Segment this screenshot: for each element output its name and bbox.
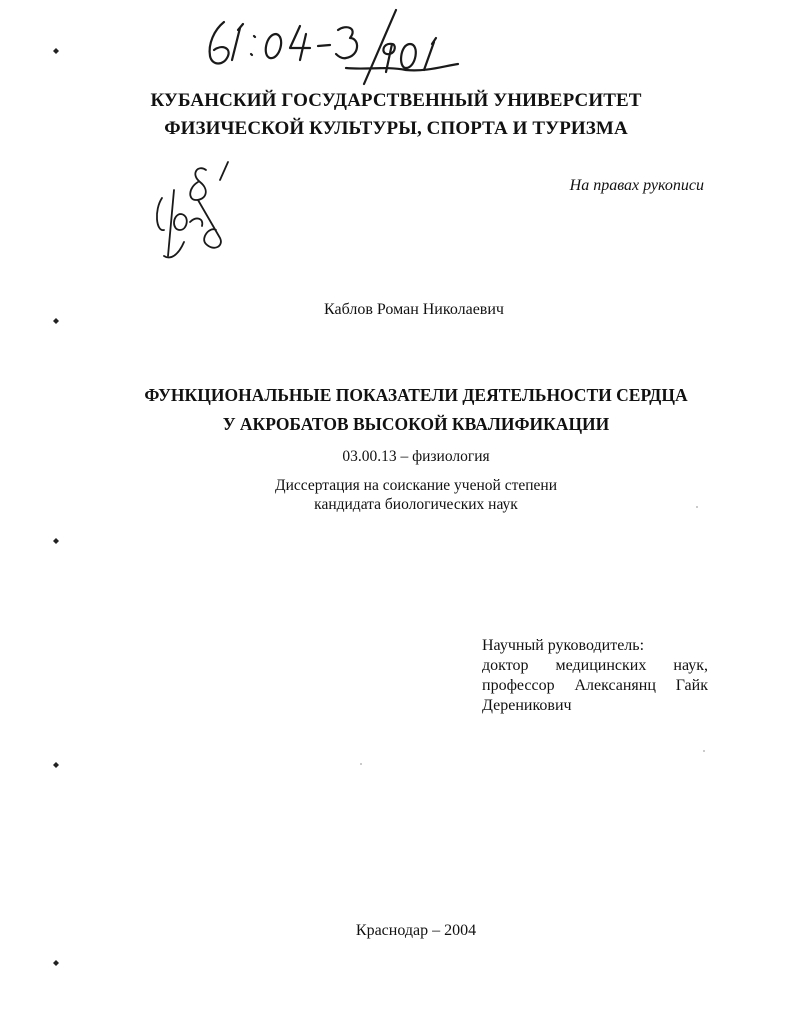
scientific-advisor-block xyxy=(482,636,708,716)
margin-mark xyxy=(52,954,60,962)
specialty-code: 03.00.13 – физиология xyxy=(342,448,490,465)
scan-speck xyxy=(703,750,705,752)
advisor-title-name: профессор Алексанянц Гайк xyxy=(482,677,708,694)
advisor-label: Научный руководитель: xyxy=(482,637,645,654)
thesis-title-line-1: ФУНКЦИОНАЛЬНЫЕ ПОКАЗАТЕЛИ ДЕЯТЕЛЬНОСТИ СЕРДЦА xyxy=(144,385,688,405)
author-name: Каблов Роман Николаевич xyxy=(324,301,504,318)
rights-note: На правах рукописи xyxy=(569,177,704,194)
thesis-degree-line-1: Диссертация на соискание ученой степени xyxy=(275,477,557,494)
handwritten-signature xyxy=(150,160,240,265)
signature-drawing xyxy=(150,160,240,265)
archive-code-drawing xyxy=(196,8,476,88)
margin-mark xyxy=(52,42,60,50)
university-name-line-2: ФИЗИЧЕСКОЙ КУЛЬТУРЫ, СПОРТА И ТУРИЗМА xyxy=(164,118,628,139)
city-and-year: Краснодар – 2004 xyxy=(355,922,477,939)
advisor-name-end: Дереникович xyxy=(482,697,572,714)
margin-mark xyxy=(52,756,60,764)
handwritten-archive-code xyxy=(196,8,476,88)
university-name-line-1: КУБАНСКИЙ ГОСУДАРСТВЕННЫЙ УНИВЕРСИТЕТ xyxy=(150,90,642,111)
advisor-degree: доктор медицинских наук, xyxy=(482,657,708,674)
scan-speck xyxy=(360,763,362,765)
thesis-title-line-2: У АКРОБАТОВ ВЫСОКОЙ КВАЛИФИКАЦИИ xyxy=(222,414,610,434)
margin-mark xyxy=(52,312,60,320)
thesis-degree-line-2: кандидата биологических наук xyxy=(314,496,518,513)
margin-mark xyxy=(52,532,60,540)
scan-speck xyxy=(696,506,698,508)
